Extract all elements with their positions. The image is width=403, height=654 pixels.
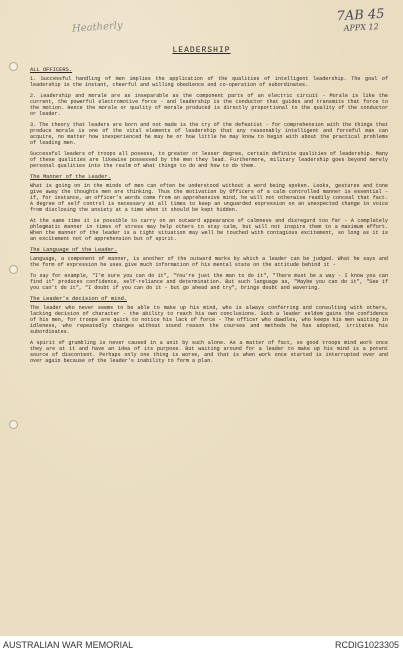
punch-hole xyxy=(9,420,18,429)
paragraph: 3. The theory that leaders are born and not made is the cry of the defeatist - for comprehension with the things that produce morale is one of the vital elements of leadership that any reasonably intelligent and forceful man can acquire, no matter how inexperienced he may be or how little he may know to begin with about the practical problems of leading men. xyxy=(30,122,388,146)
paragraph: 2. Leadership and morale are as inseparable as the component parts of an electric circuit - Morale is like the current, the powerful electromotive force - and leadership is the conductor that guides and transmits that force to the motion. Hence the morale or quality of morale produced is directly proportional to the quality of the conductor or leader. xyxy=(30,93,388,117)
paragraph: Successful leaders of troops all possess, to greater or lesser degree, certain definite qualities of leadership. Many of these qualities are likewise possessed by the men they lead. Furthermore, military leadership goes beyond merely personal qualities into the realm of what things to do and how to do them. xyxy=(30,151,388,169)
paragraph: At the same time it is possible to carry on an outward appearance of calmness and disregard too far - A completely phlegmatic manner in times of stress may help others to stay calm, but will not inspire them to a maximum effort. When the manner of the leader is a tight situation may well be touched with contagious excitement, so long as it is an excitement not of apprehension but of spirit. xyxy=(30,218,388,242)
section-heading: The Leader's decision of mind. xyxy=(30,296,128,302)
paragraph: 1. Successful handling of men implies the application of the qualities of intelligent leadership. The goal of leadership is the instant, cheerful and willing obedience and co-operation of subordinates. xyxy=(30,76,388,88)
archive-footer xyxy=(0,636,403,654)
punch-hole xyxy=(9,62,18,71)
paragraph: A spirit of grumbling is never caused in a unit by such alone. As a matter of fact, so good troops mind work once they are at it and have an idea of its purpose. But waiting around for a leader to make up his mind is a potent source of discontent. Perhaps only one thing is worse, and that is when work once started is interrupted over and over again because of the leader's inability to form a plan. xyxy=(30,340,388,364)
section-heading: The Language of the Leader. xyxy=(30,247,118,253)
section-heading: ALL OFFICERS. xyxy=(30,67,73,73)
punch-hole xyxy=(9,265,18,274)
reference-line-1: 7AB 45 xyxy=(336,6,386,25)
section-heading: The Manner of the Leader. xyxy=(30,174,111,180)
paragraph: To say for example, "I'm sure you can do it", "You're just the man to do it", "There must be a way - I know you can find it" produces confidence, self-reliance and determination. But such language as, "Maybe you can do it", "See if you can't do it", "I doubt if you can do it - but go ahead and try", brings doubt and wavering. xyxy=(30,273,388,291)
footer-institution: AUSTRALIAN WAR MEMORIAL xyxy=(3,640,134,650)
paragraph: What is going on in the minds of men can often be understood without a word being spoken. Looks, gestures and tone give away the thoughts men are thinking. Thus the motivation by Officers of a calm controlled manner is essential - if, for instance, an officer's words come from an apprehensive mind, he will not otherwise readily conceal that fact. A degree of self control is necessary at all times to keep an unguarded expression on an unexpected change in voice from disclosing the anxiety at a time when it should be kept hidden. xyxy=(30,183,388,213)
paragraph: Language, a component of manner, is another of the outward marks by which a leader can be judged. What he says and the form of expression he uses give much information of his mental state on the attitude behind it - xyxy=(30,256,388,268)
footer-record-id: RCDIG1023305 xyxy=(334,640,399,650)
reference-line-2: APPX 12 xyxy=(343,22,380,33)
document-body xyxy=(30,64,388,369)
paragraph: The leader who never seems to be able to make up his mind, who is always conferring and consulting with others, lacking decision of character - the ability to reach his own conclusions. Such a leader seldom gains the confidence of his men, for troops are quick to notice his lack of force - The officer who dawdles, who keeps his men waiting in idleness, who repeatedly changes without sound reason the courses and methods he has adopted, irritates his subordinates. xyxy=(30,305,388,335)
handwritten-signature: Heatherly xyxy=(71,20,123,35)
document-title: LEADERSHIP xyxy=(172,46,231,55)
handwritten-reference xyxy=(336,6,386,35)
